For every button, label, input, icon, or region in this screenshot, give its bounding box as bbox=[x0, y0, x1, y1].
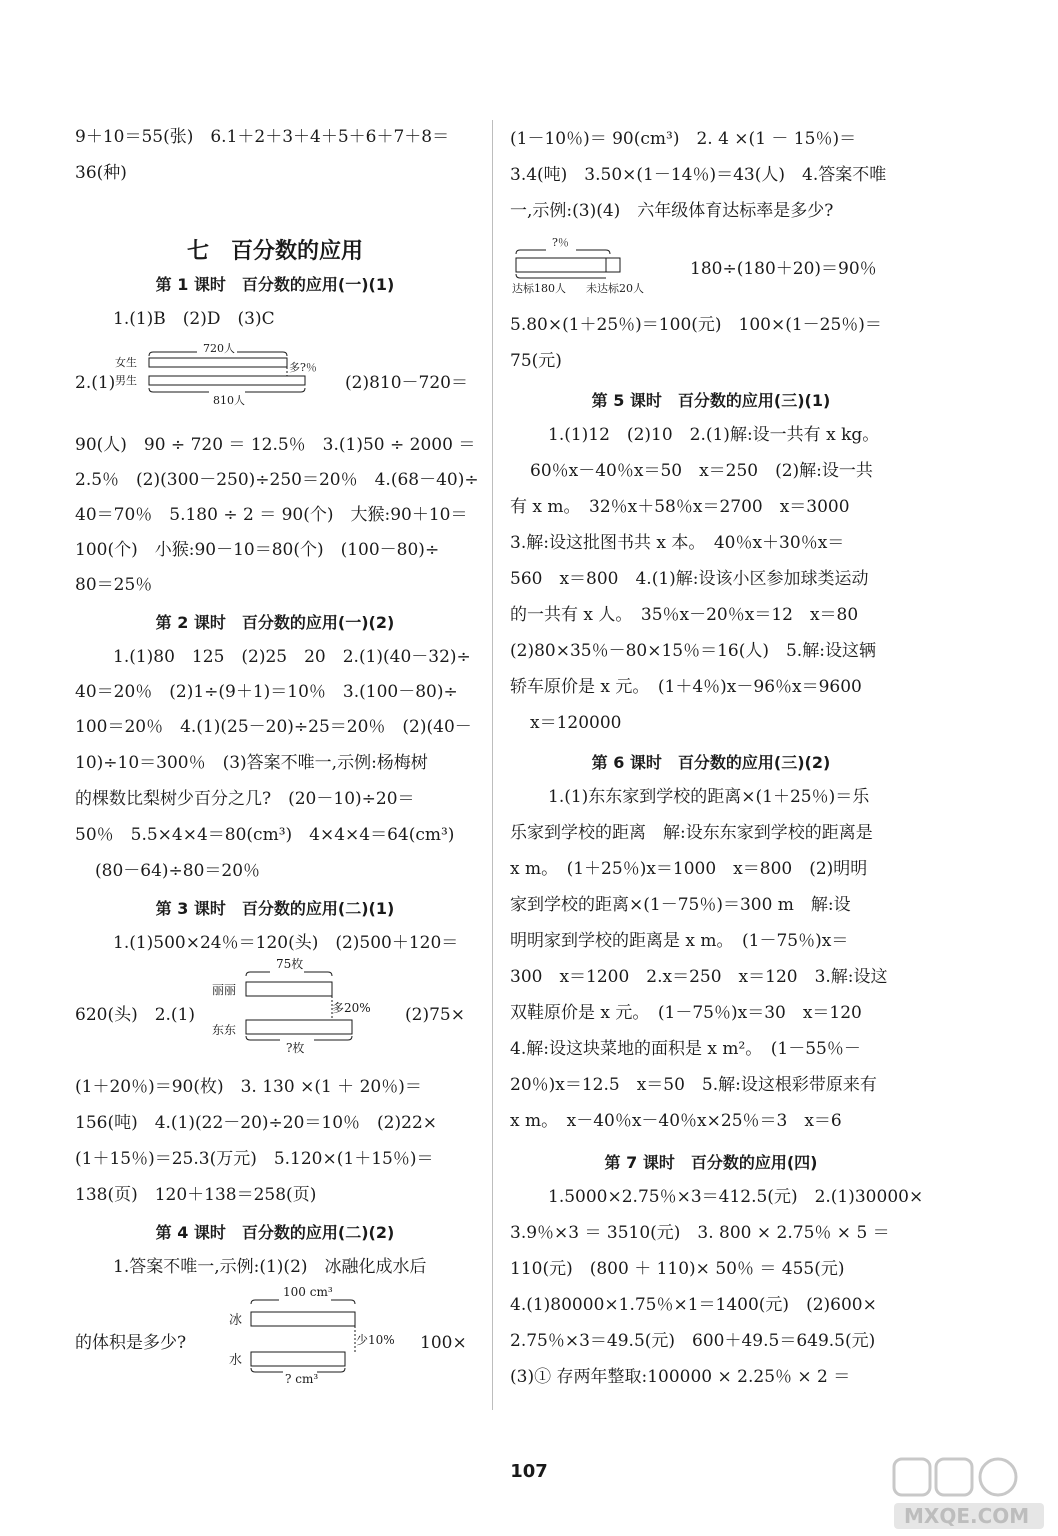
text-line: 50％ 5.5×4×4＝80(cm³) 4×4×4＝64(cm³) bbox=[75, 825, 455, 845]
text-line: 100× bbox=[420, 1333, 467, 1353]
diagram-label: 810人 bbox=[213, 394, 245, 407]
text-line: 的一共有 x 人。 35％x－20％x＝12 x＝80 bbox=[510, 605, 859, 625]
text-line: 1.(1)12 (2)10 2.(1)解:设一共有 x kg。 bbox=[548, 425, 880, 445]
diagram-label: 100 cm³ bbox=[283, 1285, 333, 1299]
diagram-label: 未达标20人 bbox=[586, 282, 644, 295]
text-line: 620(头) 2.(1) bbox=[75, 1005, 196, 1025]
text-line: 100＝20％ 4.(1)(25－20)÷25＝20％ (2)(40－ bbox=[75, 717, 472, 737]
diagram-label: 冰 bbox=[229, 1313, 243, 1328]
text-line: 乐家到学校的距离 解:设东东家到学校的距离是 bbox=[510, 823, 873, 843]
diagram-label: 多?％ bbox=[289, 361, 317, 374]
text-line: x＝120000 bbox=[530, 713, 622, 733]
diagram-label: 多20% bbox=[332, 1001, 371, 1015]
page-number: 107 bbox=[510, 1461, 548, 1482]
diagram-label: 女生 bbox=[115, 356, 137, 369]
diagram-label: 丽丽 bbox=[212, 983, 237, 997]
lesson-title: 第 7 课时 百分数的应用(四) bbox=[604, 1153, 818, 1172]
text-line: (1－10％)＝ 90(cm³) 2. 4 ×(1 － 15％)＝ bbox=[510, 129, 857, 149]
text-line: 75(元) bbox=[510, 351, 562, 371]
text-line: 1.(1)B (2)D (3)C bbox=[113, 309, 275, 329]
text-line: 40＝20％ (2)1÷(9＋1)＝10％ 3.(100－80)÷ bbox=[75, 682, 458, 702]
text-line: 的体积是多少? bbox=[75, 1333, 187, 1353]
bar-diagram-lili-dongdong bbox=[210, 954, 380, 1054]
text-line: 36(种) bbox=[75, 163, 127, 183]
text-line: 3.4(吨) 3.50×(1－14％)＝43(人) 4.答案不唯 bbox=[510, 165, 887, 185]
text-line: 80＝25％ bbox=[75, 575, 153, 595]
bar-diagram-pass-rate bbox=[510, 234, 680, 296]
text-line: 1.(1)东东家到学校的距离×(1＋25％)＝乐 bbox=[548, 787, 870, 807]
text-line: (1＋20％)＝90(枚) 3. 130 ×(1 ＋ 20％)＝ bbox=[75, 1077, 422, 1097]
text-line: 9＋10＝55(张) 6.1＋2＋3＋4＋5＋6＋7＋8＝ bbox=[75, 127, 450, 147]
text-line: 138(页) 120＋138＝258(页) bbox=[75, 1185, 317, 1205]
text-line: 2.(1) bbox=[75, 373, 116, 393]
text-line: (80－64)÷80＝20％ bbox=[95, 861, 261, 881]
diagram-label: ?枚 bbox=[286, 1041, 305, 1054]
watermark-logo bbox=[890, 1455, 1050, 1533]
text-line: 180÷(180＋20)＝90％ bbox=[690, 259, 877, 279]
text-line: 3.解:设这批图书共 x 本。 40％x＋30％x＝ bbox=[510, 533, 845, 553]
text-line: (2)75× bbox=[405, 1005, 465, 1025]
diagram-label: 东东 bbox=[212, 1023, 237, 1037]
text-line: 40＝70％ 5.180 ÷ 2 ＝ 90(个) 大猴:90＋10＝ bbox=[75, 505, 468, 525]
diagram-label: 水 bbox=[229, 1353, 243, 1368]
text-line: 2.5％ (2)(300－250)÷250＝20％ 4.(68－40)÷ bbox=[75, 470, 479, 490]
text-line: 5.80×(1＋25％)＝100(元) 100×(1－25％)＝ bbox=[510, 315, 882, 335]
text-line: 20％)x＝12.5 x＝50 5.解:设这根彩带原来有 bbox=[510, 1075, 877, 1095]
lesson-title: 第 2 课时 百分数的应用(一)(2) bbox=[155, 613, 395, 632]
text-line: x m。 (1＋25％)x＝1000 x＝800 (2)明明 bbox=[510, 859, 868, 879]
text-line: 1.(1)500×24％＝120(头) (2)500＋120＝ bbox=[113, 933, 459, 953]
text-line: 3.9％×3 ＝ 3510(元) 3. 800 × 2.75％ × 5 ＝ bbox=[510, 1223, 890, 1243]
text-line: 有 x m。 32％x＋58％x＝2700 x＝3000 bbox=[510, 497, 850, 517]
lesson-title: 第 1 课时 百分数的应用(一)(1) bbox=[155, 275, 395, 294]
text-line: 10)÷10＝300％ (3)答案不唯一,示例:杨梅树 bbox=[75, 753, 428, 773]
text-line: 60％x－40％x＝50 x＝250 (2)解:设一共 bbox=[530, 461, 873, 481]
text-line: 一,示例:(3)(4) 六年级体育达标率是多少? bbox=[510, 201, 834, 221]
bar-diagram-girls-boys bbox=[113, 340, 318, 412]
text-line: 1.(1)80 125 (2)25 20 2.(1)(40－32)÷ bbox=[113, 647, 471, 667]
text-line: 双鞋原价是 x 元。 (1－75％)x＝30 x＝120 bbox=[510, 1003, 862, 1023]
text-line: (1＋15％)＝25.3(万元) 5.120×(1＋15％)＝ bbox=[75, 1149, 434, 1169]
text-line: 1.5000×2.75％×3＝412.5(元) 2.(1)30000× bbox=[548, 1187, 924, 1207]
column-divider bbox=[492, 120, 493, 1410]
text-line: 家到学校的距离×(1－75％)＝300 m 解:设 bbox=[510, 895, 851, 915]
text-line: 156(吨) 4.(1)(22－20)÷20＝10％ (2)22× bbox=[75, 1113, 438, 1133]
text-line: 明明家到学校的距离是 x m。 (1－75％)x＝ bbox=[510, 931, 849, 951]
text-line: 轿车原价是 x 元。 (1＋4％)x－96％x＝9600 bbox=[510, 677, 862, 697]
watermark-url: MXQE.COM bbox=[904, 1504, 1030, 1528]
text-line: 90(人) 90 ÷ 720 ＝ 12.5％ 3.(1)50 ÷ 2000 ＝ bbox=[75, 435, 476, 455]
section-title: 七 百分数的应用 bbox=[186, 239, 363, 264]
text-line: 100(个) 小猴:90－10＝80(个) (100－80)÷ bbox=[75, 540, 440, 560]
text-line: (3)① 存两年整取:100000 × 2.25％ × 2 ＝ bbox=[510, 1367, 851, 1387]
diagram-label: ?％ bbox=[552, 236, 569, 249]
diagram-label: 男生 bbox=[115, 374, 137, 387]
diagram-label: 达标180人 bbox=[512, 282, 566, 295]
text-line: 的棵数比梨树少百分之几? (20－10)÷20＝ bbox=[75, 789, 415, 809]
text-line: 1.答案不唯一,示例:(1)(2) 冰融化成水后 bbox=[113, 1257, 427, 1277]
text-line: 110(元) (800 ＋ 110)× 50％ ＝ 455(元) bbox=[510, 1259, 845, 1279]
lesson-title: 第 4 课时 百分数的应用(二)(2) bbox=[155, 1223, 395, 1242]
diagram-label: 720人 bbox=[203, 342, 235, 355]
text-line: 2.75％×3＝49.5(元) 600＋49.5＝649.5(元) bbox=[510, 1331, 876, 1351]
text-line: (2)810－720＝ bbox=[345, 373, 468, 393]
diagram-label: 75枚 bbox=[276, 957, 304, 971]
diagram-label: ? cm³ bbox=[285, 1372, 319, 1384]
text-line: 4.解:设这块菜地的面积是 x m²。 (1－55％－ bbox=[510, 1039, 861, 1059]
text-line: 300 x＝1200 2.x＝250 x＝120 3.解:设这 bbox=[510, 967, 888, 987]
lesson-title: 第 5 课时 百分数的应用(三)(1) bbox=[591, 391, 831, 410]
text-line: (2)80×35％－80×15％＝16(人) 5.解:设这辆 bbox=[510, 641, 876, 661]
diagram-label: 少10% bbox=[356, 1333, 395, 1347]
lesson-title: 第 3 课时 百分数的应用(二)(1) bbox=[155, 899, 395, 918]
text-line: 560 x＝800 4.(1)解:设该小区参加球类运动 bbox=[510, 569, 869, 589]
lesson-title: 第 6 课时 百分数的应用(三)(2) bbox=[591, 753, 831, 772]
text-line: x m。 x－40％x－40％x×25％＝3 x＝6 bbox=[510, 1111, 842, 1131]
text-line: 4.(1)80000×1.75％×1＝1400(元) (2)600× bbox=[510, 1295, 877, 1315]
bar-diagram-ice-water bbox=[225, 1284, 405, 1384]
